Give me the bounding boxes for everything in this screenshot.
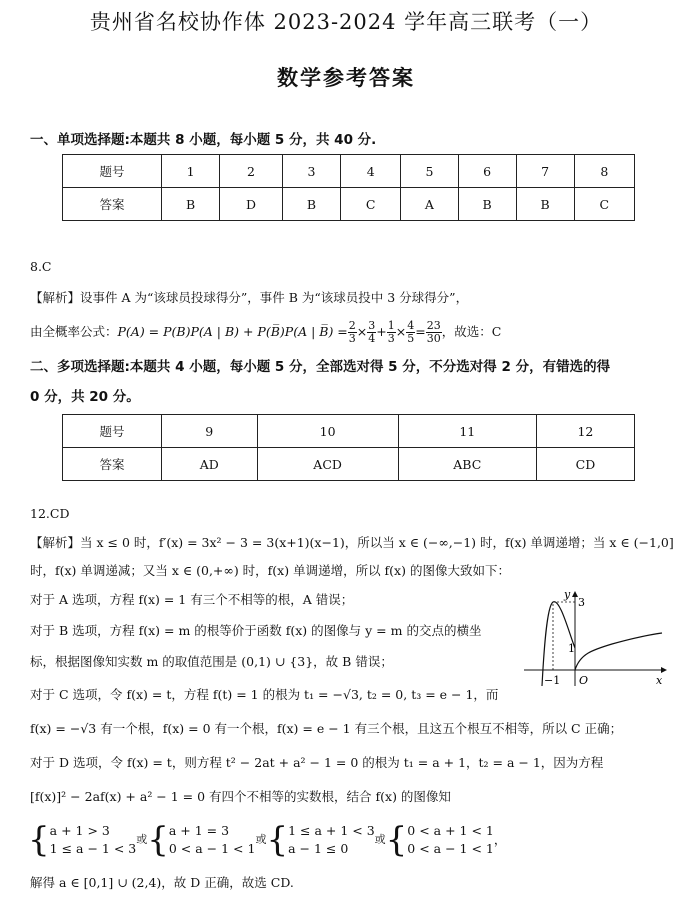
inequality: 1 ≤ a − 1 < 3: [49, 841, 137, 856]
q8-explanation-line1: 【解析】设事件 A 为“该球员投球得分”，事件 B 为“该球员投中 3 分球得分”，: [30, 290, 469, 305]
x-axis-label: x: [656, 674, 663, 687]
q12-line1: 【解析】当 x ≤ 0 时，f′(x) = 3x² − 3 = 3(x+1)(x−1)，所以当 x ∈ (−∞,−1) 时，f(x) 单调递增；当 x ∈ (−1,0]: [30, 535, 674, 550]
tick-label-3: 3: [578, 596, 585, 609]
q8-formula: P(A) = P(B)P(A | B) + P(B̅)P(A | B̅) =: [117, 324, 348, 339]
table-cell: B: [516, 188, 574, 221]
table-cell: B: [282, 188, 340, 221]
fraction: [387, 320, 396, 345]
table-cell: 8: [574, 155, 634, 188]
table-header-cell: 答案: [63, 188, 162, 221]
inequality: 0 < a − 1 < 1: [168, 841, 256, 856]
table-cell: 2: [220, 155, 283, 188]
fraction: [348, 320, 357, 345]
table-cell: 1: [162, 155, 220, 188]
left-brace: {: [147, 820, 169, 860]
table-cell: B: [458, 188, 516, 221]
q12-label: 12.CD: [30, 506, 70, 521]
table-cell: 6: [458, 155, 516, 188]
table-cell: 11: [398, 415, 536, 448]
table-cell: D: [220, 188, 283, 221]
tick-label-1: 1: [568, 642, 575, 655]
q12-line4: 对于 B 选项，方程 f(x) = m 的根等价于函数 f(x) 的图像与 y = m 的交点的横坐: [30, 623, 482, 638]
inequality-system-4: [407, 822, 494, 858]
q12-line7: f(x) = −√3 有一个根，f(x) = 0 有一个根，f(x) = e − 1 有三个根，且这五个根互不相等，所以 C 正确；: [30, 721, 623, 736]
table-cell: 10: [257, 415, 398, 448]
fraction-numerator: 4: [407, 318, 415, 332]
table-header-cell: 题号: [63, 415, 162, 448]
table-cell: AD: [162, 448, 258, 481]
table-cell: C: [574, 188, 634, 221]
q12-line2: 时，f(x) 单调递减；又当 x ∈ (0,+∞) 时，f(x) 单调递增，所以 f(x) 的图像大致如下：: [30, 563, 510, 578]
fraction-denominator: 3: [348, 331, 356, 345]
q12-line8: 对于 D 选项，令 f(x) = t，则方程 t² − 2at + a² − 1 = 0 的根为 t₁ = a + 1，t₂ = a − 1，因为方程: [30, 755, 604, 770]
q8-explanation-line2: 由全概率公式： P(A) = P(B)P(A | B) + P(B̅)P(A | B̅) = $\frac{2}{3}$ × $\frac{3}{4}$ + $\frac{1}{3}$ × $\frac{4}{5}$ = $\frac{23}{30}$ ，故选：C: [30, 318, 502, 345]
q8-formula-prefix: 由全概率公式：: [30, 324, 118, 339]
table-cell: 9: [162, 415, 258, 448]
inequality: 0 < a + 1 < 1: [407, 823, 494, 838]
fraction: [406, 320, 415, 345]
y-axis-label: y: [564, 588, 571, 601]
fraction-denominator: 3: [387, 331, 395, 345]
inequality: a − 1 ≤ 0: [288, 841, 349, 856]
inequality: 1 ≤ a + 1 < 3: [288, 823, 375, 838]
table-cell: CD: [536, 448, 634, 481]
left-brace: {: [385, 820, 408, 860]
table-header-cell: 答案: [63, 448, 162, 481]
table-cell: 3: [282, 155, 340, 188]
fraction-numerator: 1: [387, 318, 395, 332]
table-cell: 5: [401, 155, 458, 188]
function-graph: [522, 588, 670, 688]
fraction: [367, 320, 376, 345]
table-cell: 4: [341, 155, 401, 188]
origin-label: O: [579, 674, 589, 687]
document-subtitle: 数学参考答案: [277, 66, 415, 90]
punctuation: ，: [493, 832, 507, 847]
q12-line3: 对于 A 选项，方程 f(x) = 1 有三个不相等的根，A 错误；: [30, 592, 354, 607]
q8-label: 8.C: [30, 259, 52, 274]
section1-heading: 一、单项选择题:本题共 8 小题，每小题 5 分，共 40 分.: [30, 132, 377, 148]
section2-answer-table: [62, 414, 635, 481]
fraction-denominator: 5: [407, 331, 415, 345]
table-row: [63, 188, 635, 221]
or-word: 或: [255, 833, 267, 846]
table-cell: ACD: [257, 448, 398, 481]
inequality: a + 1 = 3: [168, 823, 230, 838]
table-cell: ABC: [398, 448, 536, 481]
fraction-denominator: 4: [368, 331, 376, 345]
inequality-system-1: [50, 822, 137, 858]
table-row: [63, 448, 635, 481]
inequality-system-3: [288, 822, 375, 858]
table-row: [63, 155, 635, 188]
fraction-denominator: 30: [426, 331, 441, 345]
fraction-numerator: 23: [426, 318, 441, 332]
q12-line5: 标，根据图像知实数 m 的取值范围是 (0,1) ∪ {3}，故 B 错误；: [30, 654, 393, 669]
inequality-systems: [28, 818, 506, 862]
fraction-numerator: 2: [348, 318, 356, 332]
inequality-system-2: [169, 822, 256, 858]
table-cell: C: [341, 188, 401, 221]
inequality: a + 1 > 3: [49, 823, 110, 838]
section1-answer-table: [62, 154, 635, 221]
table-cell: B: [162, 188, 220, 221]
section2-heading-line1: 二、多项选择题:本题共 4 小题，每小题 5 分，全部选对得 5 分，不分选对得 2 分，有错选的得: [30, 359, 611, 375]
or-word: 或: [374, 833, 386, 846]
q12-line9: [f(x)]² − 2af(x) + a² − 1 = 0 有四个不相等的实数根，结合 f(x) 的图像知: [30, 789, 451, 804]
table-row: [63, 415, 635, 448]
document-title: 贵州省名校协作体 2023-2024 学年高三联考（一）: [89, 10, 603, 34]
section2-heading-line2: 0 分，共 20 分。: [30, 389, 140, 405]
left-brace: {: [266, 820, 289, 860]
table-cell: A: [401, 188, 458, 221]
table-header-cell: 题号: [63, 155, 162, 188]
q12-conclusion: 解得 a ∈ [0,1] ∪ (2,4)，故 D 正确，故选 CD.: [30, 875, 294, 890]
q8-formula-suffix: ，故选：C: [441, 324, 502, 339]
tick-label-neg1: −1: [544, 674, 561, 687]
fraction: [426, 320, 442, 345]
fraction-numerator: 3: [368, 318, 376, 332]
left-brace: {: [28, 820, 50, 860]
table-cell: 7: [516, 155, 574, 188]
or-word: 或: [136, 833, 148, 846]
q12-line6: 对于 C 选项，令 f(x) = t，方程 f(t) = 1 的根为 t₁ = −√3, t₂ = 0, t₃ = e − 1，而: [30, 687, 499, 702]
table-cell: 12: [536, 415, 634, 448]
inequality: 0 < a − 1 < 1: [407, 841, 494, 856]
log-curve: [575, 633, 662, 670]
